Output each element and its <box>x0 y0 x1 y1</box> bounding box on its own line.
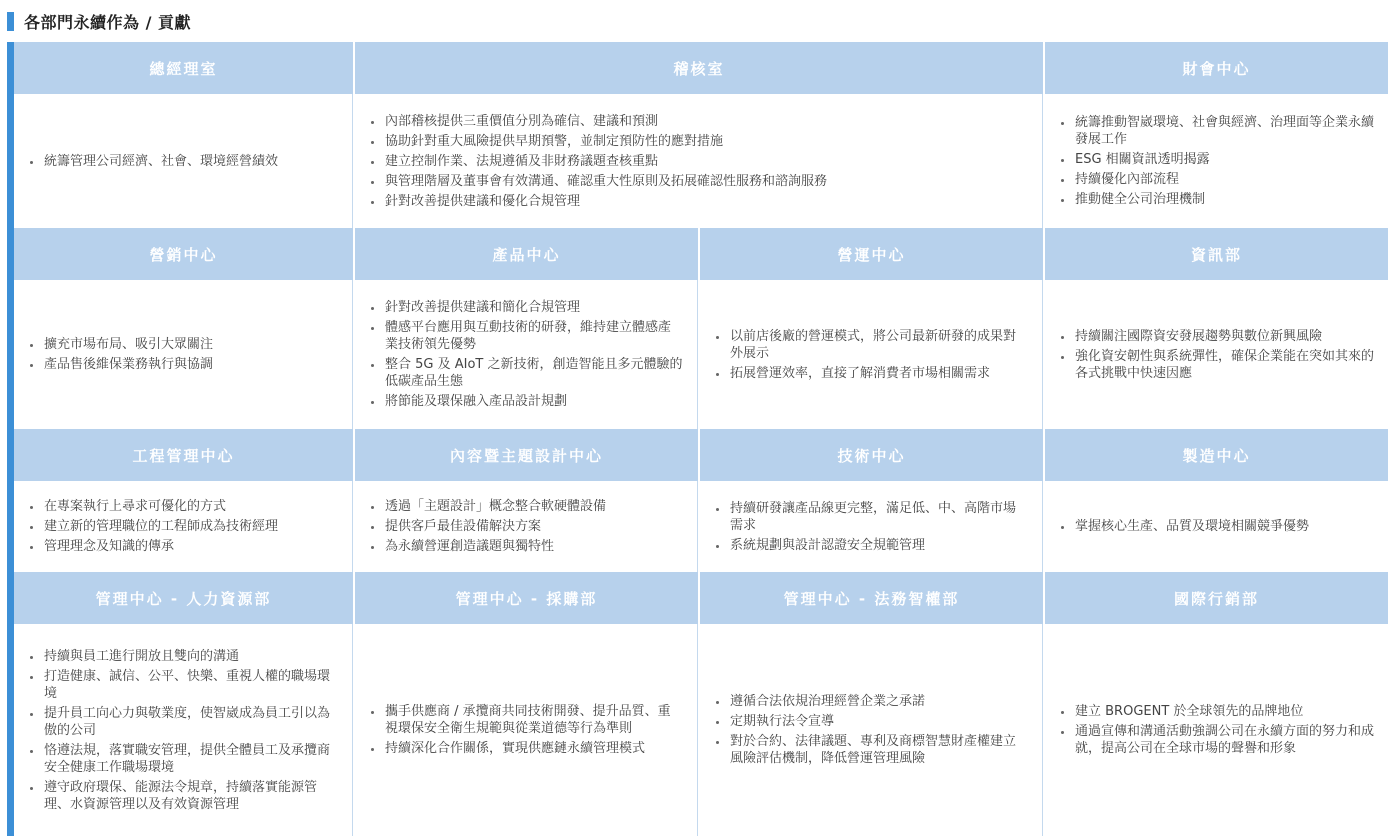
item-list <box>30 150 278 173</box>
list-item: • 統籌管理公司經濟、社會、環境經營績效 <box>43 153 278 170</box>
list-item: • 持續關注國際資安發展趨勢與數位新興風險 <box>1074 328 1374 345</box>
list-item: • 針對改善提供建議和簡化合規管理 <box>384 299 683 316</box>
list-item: • 恪遵法規，落實職安管理，提供全體員工及承攬商安全健康工作職場環境 <box>43 742 338 776</box>
list-item: • 建立控制作業、法規遵循及非財務議題查核重點 <box>384 153 827 170</box>
department-cell <box>355 481 698 572</box>
page-title: 各部門永續作為 / 貢獻 <box>24 13 191 32</box>
section-header: 營銷中心 <box>14 228 353 280</box>
department-cell <box>1045 280 1388 429</box>
list-item: • 以前店後廠的營運模式，將公司最新研發的成果對外展示 <box>729 328 1028 362</box>
list-item: • 提供客戶最佳設備解決方案 <box>384 518 606 535</box>
item-list <box>371 495 606 558</box>
section-header: 內容暨主題設計中心 <box>355 429 698 481</box>
list-item: • 內部稽核提供三重價值分別為確信、建議和預測 <box>384 113 827 130</box>
department-cell <box>14 624 353 836</box>
item-list <box>30 333 213 376</box>
title-bar <box>0 0 1392 42</box>
list-item: • 系統規劃與設計認證安全規範管理 <box>729 537 1028 554</box>
item-list <box>371 296 683 413</box>
list-item: • 產品售後維保業務執行與協調 <box>43 356 213 373</box>
list-item: • 持續研發讓產品線更完整，滿足低、中、高階市場需求 <box>729 500 1028 534</box>
list-item: • 打造健康、誠信、公平、快樂、重視人權的職場環境 <box>43 668 338 702</box>
list-item: • 協助針對重大風險提供早期預警，並制定預防性的應對措施 <box>384 133 827 150</box>
section-header: 稽核室 <box>355 42 1043 94</box>
list-item: • 推動健全公司治理機制 <box>1074 191 1374 208</box>
item-list <box>371 700 683 760</box>
department-cell <box>355 624 698 836</box>
item-list <box>30 495 278 558</box>
list-item: • 在專案執行上尋求可優化的方式 <box>43 498 278 515</box>
list-item: • ESG 相關資訊透明揭露 <box>1074 151 1374 168</box>
section-header: 營運中心 <box>700 228 1043 280</box>
department-cell <box>700 280 1043 429</box>
department-cell <box>1045 624 1388 836</box>
list-item: • 遵循合法依規治理經營企業之承諾 <box>729 693 1028 710</box>
list-item: • 針對改善提供建議和優化合規管理 <box>384 193 827 210</box>
section-header: 工程管理中心 <box>14 429 353 481</box>
department-cell <box>700 624 1043 836</box>
department-cell <box>355 94 1043 228</box>
item-list <box>30 645 338 816</box>
list-item: • 提升員工向心力與敬業度，使智崴成為員工引以為傲的公司 <box>43 705 338 739</box>
department-cell <box>1045 94 1388 228</box>
department-cell <box>14 94 353 228</box>
section-header: 產品中心 <box>355 228 698 280</box>
list-item: • 持續與員工進行開放且雙向的溝通 <box>43 648 338 665</box>
list-item: • 體感平台應用與互動技術的研發，維持建立體感產業技術領先優勢 <box>384 319 683 353</box>
section-header: 管理中心 - 人力資源部 <box>14 572 353 624</box>
list-item: • 持續深化合作關係，實現供應鏈永續管理模式 <box>384 740 683 757</box>
department-cell <box>355 280 698 429</box>
item-list <box>1061 515 1309 538</box>
list-item: • 拓展營運效率，直接了解消費者市場相關需求 <box>729 365 1028 382</box>
list-item: • 強化資安韌性與系統彈性，確保企業能在突如其來的各式挑戰中快速因應 <box>1074 348 1374 382</box>
section-header: 管理中心 - 採購部 <box>355 572 698 624</box>
item-list <box>1061 111 1374 211</box>
list-item: • 為永續營運創造議題與獨特性 <box>384 538 606 555</box>
list-item: • 掌握核心生產、品質及環境相關競爭優勢 <box>1074 518 1309 535</box>
department-cell <box>700 481 1043 572</box>
title-accent-bar <box>7 12 14 31</box>
item-list <box>1061 325 1374 385</box>
department-cell <box>14 481 353 572</box>
list-item: • 遵守政府環保、能源法令規章，持續落實能源管理、水資源管理以及有效資源管理 <box>43 779 338 813</box>
department-cell <box>14 280 353 429</box>
list-item: • 擴充市場布局、吸引大眾關注 <box>43 336 213 353</box>
list-item: • 管理理念及知識的傳承 <box>43 538 278 555</box>
list-item: • 統籌推動智崴環境、社會與經濟、治理面等企業永續發展工作 <box>1074 114 1374 148</box>
list-item: • 與管理階層及董事會有效溝通、確認重大性原則及拓展確認性服務和諮詢服務 <box>384 173 827 190</box>
section-header: 國際行銷部 <box>1045 572 1388 624</box>
list-item: • 定期執行法令宣導 <box>729 713 1028 730</box>
list-item: • 攜手供應商 / 承攬商共同技術開發、提升品質、重視環保安全衛生規範與從業道德等行為準則 <box>384 703 683 737</box>
item-list <box>716 325 1028 385</box>
list-item: • 建立 BROGENT 於全球領先的品牌地位 <box>1074 703 1374 720</box>
section-header: 財會中心 <box>1045 42 1388 94</box>
item-list <box>716 497 1028 557</box>
section-header: 技術中心 <box>700 429 1043 481</box>
list-item: • 整合 5G 及 AIoT 之新技術，創造智能且多元體驗的低碳產品生態 <box>384 356 683 390</box>
department-table <box>14 42 1388 836</box>
section-header: 總經理室 <box>14 42 353 94</box>
list-item: • 將節能及環保融入產品設計規劃 <box>384 393 683 410</box>
item-list <box>1061 700 1374 760</box>
section-header: 管理中心 - 法務智權部 <box>700 572 1043 624</box>
section-header: 資訊部 <box>1045 228 1388 280</box>
list-item: • 建立新的管理職位的工程師成為技術經理 <box>43 518 278 535</box>
list-item: • 對於合約、法律議題、專利及商標智慧財產權建立風險評估機制，降低營運管理風險 <box>729 733 1028 767</box>
item-list <box>716 690 1028 770</box>
list-item: • 通過宣傳和溝通活動強調公司在永續方面的努力和成就，提高公司在全球市場的聲譽和形象 <box>1074 723 1374 757</box>
left-accent-rule <box>7 42 14 836</box>
department-cell <box>1045 481 1388 572</box>
list-item: • 透過「主題設計」概念整合軟硬體設備 <box>384 498 606 515</box>
section-header: 製造中心 <box>1045 429 1388 481</box>
list-item: • 持續優化內部流程 <box>1074 171 1374 188</box>
item-list <box>371 110 827 213</box>
